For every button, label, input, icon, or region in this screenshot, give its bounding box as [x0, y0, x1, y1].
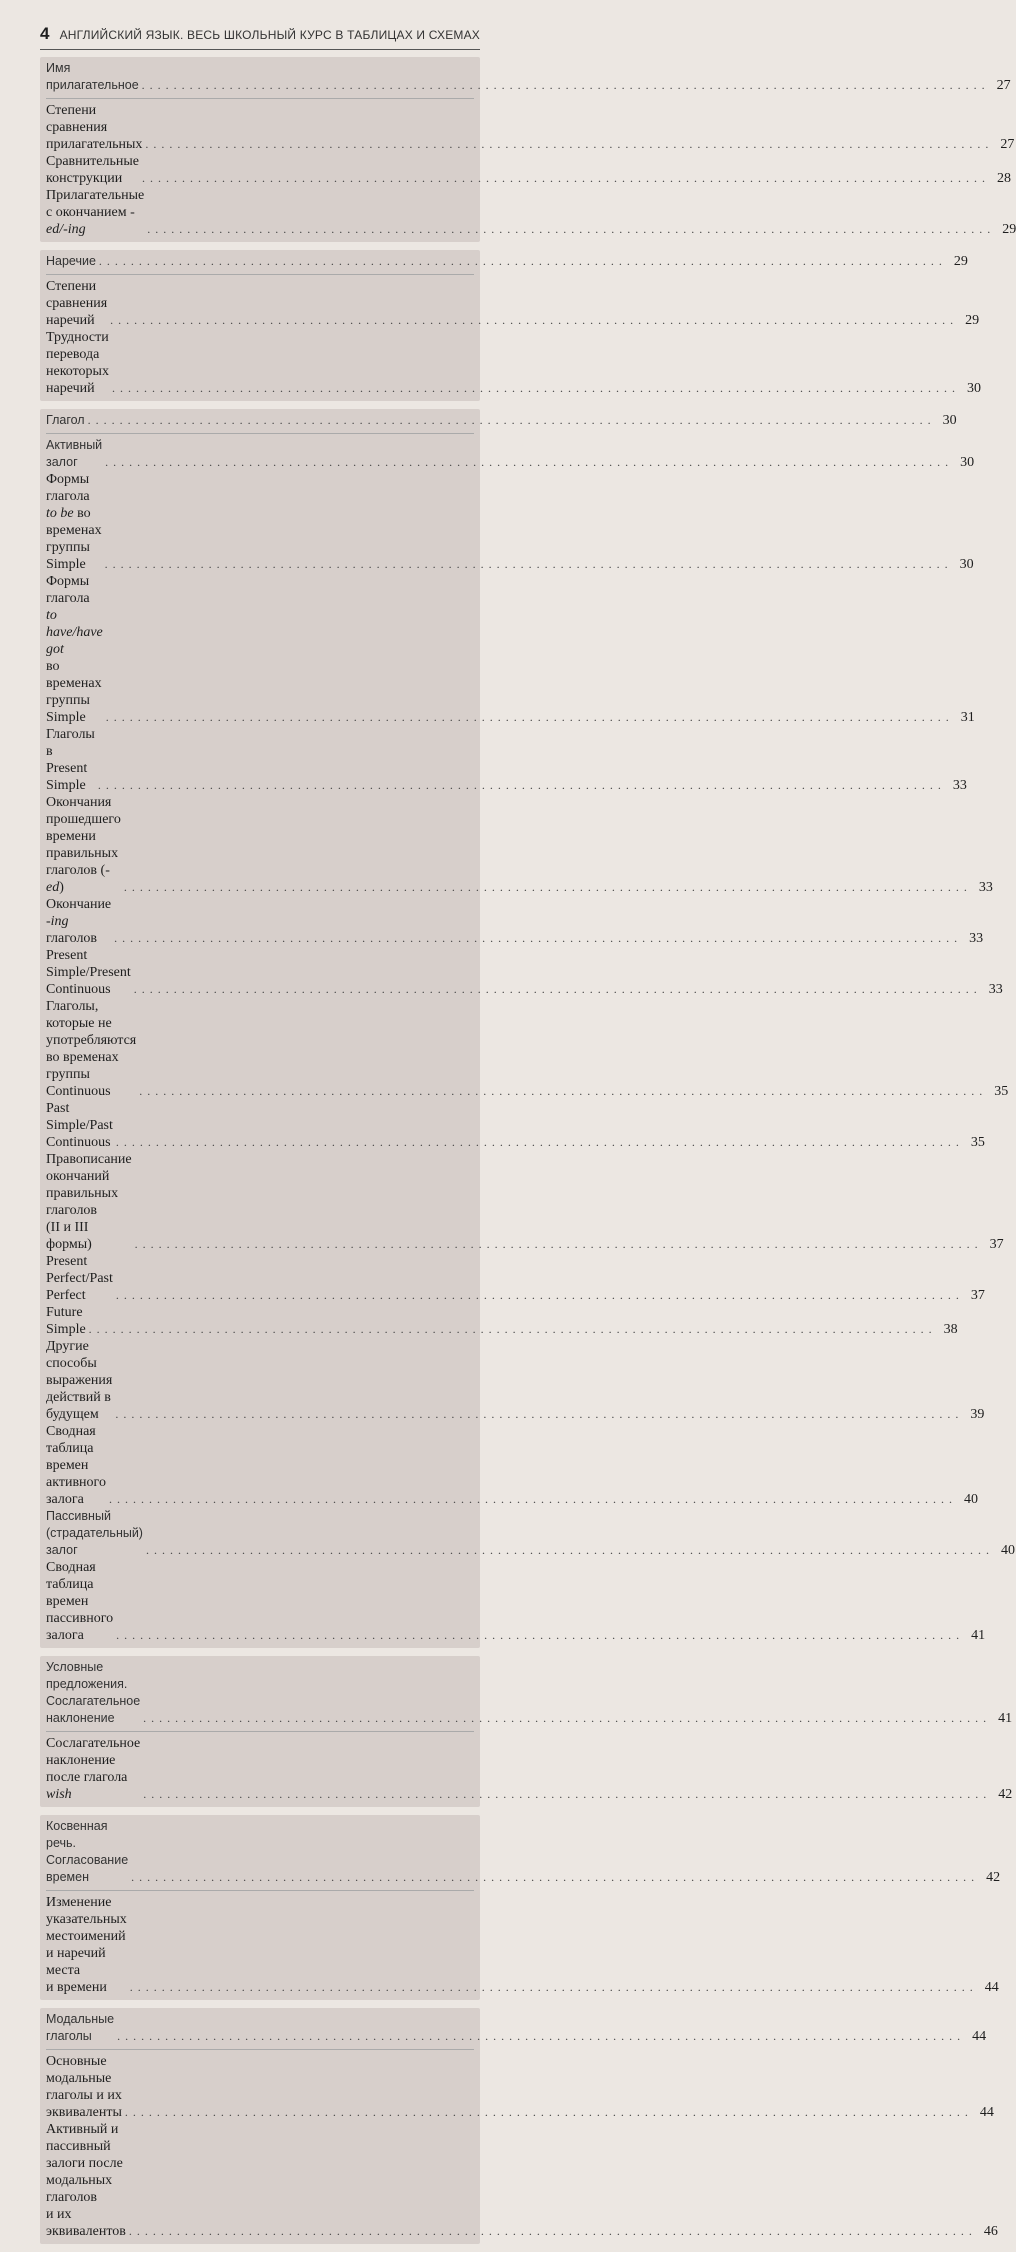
page-ref: 33 [978, 880, 993, 895]
page-ref: 33 [969, 931, 984, 946]
running-title: АНГЛИЙСКИЙ ЯЗЫК. ВЕСЬ ШКОЛЬНЫЙ КУРС В ТАБЛИЦАХ И СХЕМАХ [59, 28, 480, 42]
toc-heading[interactable]: Имя прилагательное . . . 27 [40, 60, 480, 98]
page-ref: 29 [1002, 222, 1016, 237]
page-ref: 33 [952, 778, 967, 793]
page-ref: 38 [943, 1322, 958, 1337]
toc-entry[interactable]: Глаголы, которые не употребляются во временах группы Continuous . . . 35 [40, 998, 480, 1100]
page-ref: 44 [972, 2029, 987, 2044]
toc-heading[interactable]: Наречие . . . 29 [40, 253, 480, 274]
page-ref: 30 [960, 455, 975, 470]
toc-entry[interactable]: Сводная таблица времен активного залога . . . 40 [40, 1423, 480, 1508]
toc-heading[interactable]: Косвенная речь. Согласование времен . . . 42 [40, 1818, 480, 1890]
toc-entry[interactable]: Future Simple . . . 38 [40, 1304, 480, 1338]
page-ref: 35 [970, 1135, 985, 1150]
page-ref: 42 [998, 1787, 1013, 1802]
toc-entry[interactable]: Сводная таблица времен пассивного залога . . . 41 [40, 1559, 480, 1644]
page-ref: 31 [960, 710, 975, 725]
toc-section-reported-speech [40, 1815, 1001, 2000]
page-ref: 30 [966, 381, 981, 396]
toc-entry[interactable]: Формы глагола to be во временах группы Simple . . . 30 [40, 471, 480, 573]
page-ref: 37 [970, 1288, 985, 1303]
page-ref: 30 [942, 413, 957, 428]
toc-entry[interactable]: Трудности перевода некоторых наречий . . . 30 [40, 329, 480, 397]
page-ref: 40 [1000, 1543, 1015, 1558]
toc-entry[interactable]: Present Perfect/Past Perfect . . . 37 [40, 1253, 480, 1304]
toc-entry[interactable]: Сравнительные конструкции . . . 28 [40, 153, 480, 187]
page-ref: 46 [983, 2224, 998, 2239]
toc-heading[interactable]: Глагол . . . 30 [40, 412, 480, 433]
page-ref: 29 [965, 313, 980, 328]
toc-section-conditionals [40, 1656, 1013, 1807]
page-ref: 41 [971, 1628, 986, 1643]
toc-entry[interactable]: Окончания прошедшего времени правильных глаголов (-ed) . . . 33 [40, 794, 480, 896]
toc-entry[interactable]: Past Simple/Past Continuous . . . 35 [40, 1100, 480, 1151]
toc-heading[interactable]: Модальные глаголы . . . 44 [40, 2011, 480, 2049]
toc-entry[interactable]: Сослагательное наклонение после глагола wish . . . 42 [40, 1735, 480, 1803]
page-ref: 40 [963, 1492, 978, 1507]
toc-entry[interactable]: Глаголы в Present Simple . . . 33 [40, 726, 480, 794]
page-ref: 42 [986, 1870, 1001, 1885]
page-ref: 41 [998, 1711, 1013, 1726]
toc-entry[interactable]: Окончание -ing глаголов . . . 33 [40, 896, 480, 947]
toc-section-adverb [40, 250, 981, 401]
page-ref: 27 [1000, 137, 1015, 152]
toc-section-modal-verbs [40, 2008, 998, 2244]
page-ref: 30 [959, 557, 974, 572]
page-ref: 44 [984, 1980, 999, 1995]
page-ref: 27 [996, 78, 1011, 93]
toc-entry[interactable]: Степени сравнения прилагательных . . . 27 [40, 102, 480, 153]
toc-entry[interactable]: Основные модальные глаголы и их эквиваленты . . . 44 [40, 2053, 480, 2121]
page-ref: 35 [994, 1084, 1009, 1099]
toc-section-adjective [40, 57, 1016, 242]
page-ref: 28 [996, 171, 1011, 186]
page-number: 4 [40, 24, 50, 43]
toc-entry[interactable]: Активный и пассивный залоги после модальных глаголов и их эквивалентов . . . 46 [40, 2121, 480, 2240]
toc-entry[interactable]: Правописание окончаний правильных глаголов (II и III формы) . . . 37 [40, 1151, 480, 1253]
page-ref: 29 [953, 254, 968, 269]
table-of-contents [40, 57, 1016, 2252]
toc-subheading[interactable]: Пассивный (страдательный) залог . . . 40 [40, 1508, 480, 1559]
toc-entry[interactable]: Другие способы выражения действий в будущем . . . 39 [40, 1338, 480, 1423]
page-ref: 33 [988, 982, 1003, 997]
toc-heading[interactable]: Условные предложения. Сослагательное наклонение . . . 41 [40, 1659, 480, 1731]
toc-entry[interactable]: Present Simple/Present Continuous . . . 33 [40, 947, 480, 998]
toc-entry[interactable]: Изменение указательных местоимений и наречий места и времени . . . 44 [40, 1894, 480, 1996]
page-header [40, 24, 480, 50]
toc-entry[interactable]: Формы глагола to have/have got во временах группы Simple . . . 31 [40, 573, 480, 726]
toc-subheading[interactable]: Активный залог . . . 30 [40, 437, 480, 471]
toc-entry[interactable]: Прилагательные с окончанием -ed/-ing . . . 29 [40, 187, 480, 238]
toc-section-verb [40, 409, 1015, 1648]
page-ref: 39 [970, 1407, 985, 1422]
page-ref: 44 [979, 2105, 994, 2120]
page-ref: 37 [989, 1237, 1004, 1252]
toc-entry[interactable]: Степени сравнения наречий . . . 29 [40, 278, 480, 329]
